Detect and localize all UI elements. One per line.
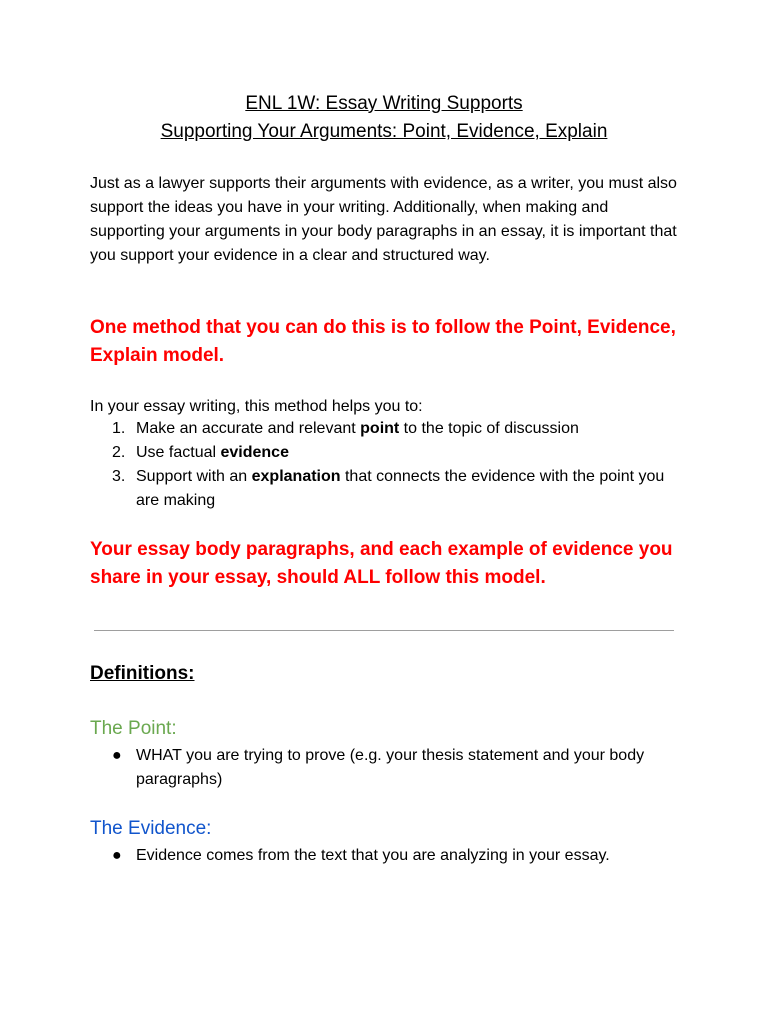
step-text-before: Support with an	[136, 468, 252, 485]
point-heading: The Point:	[90, 718, 177, 739]
bullet-dot-icon: ●	[112, 747, 122, 764]
document-subtitle: Supporting Your Arguments: Point, Evidence, Explain	[160, 121, 608, 142]
callout-model: Your essay body paragraphs, and each example of evidence you share in your essay, should ALL follow this model.	[90, 539, 673, 588]
list-item	[90, 441, 680, 465]
bullet-text: Evidence comes from the text that you are analyzing in your essay.	[136, 847, 610, 864]
list-item	[90, 744, 680, 792]
step-keyword: point	[360, 420, 400, 437]
list-item	[90, 465, 680, 513]
list-item	[90, 844, 680, 868]
step-keyword: evidence	[220, 444, 289, 461]
document-title: ENL 1W: Essay Writing Supports	[245, 93, 523, 114]
method-lead: In your essay writing, this method helps you to:	[90, 398, 423, 415]
point-bullet-list	[90, 744, 680, 792]
bullet-text: WHAT you are trying to prove (e.g. your thesis statement and your body paragraphs)	[136, 747, 645, 788]
callout-method: One method that you can do this is to follow the Point, Evidence, Explain model.	[90, 317, 676, 366]
step-number: 3.	[112, 468, 126, 485]
evidence-heading: The Evidence:	[90, 818, 212, 839]
list-item	[90, 417, 680, 441]
definitions-heading: Definitions:	[90, 663, 195, 684]
step-keyword: explanation	[251, 468, 341, 485]
bullet-dot-icon: ●	[112, 847, 122, 864]
step-text-after: to the topic of discussion	[399, 420, 579, 437]
step-number: 2.	[112, 444, 126, 461]
step-text-before: Use factual	[136, 444, 221, 461]
method-steps-list	[90, 417, 680, 513]
evidence-bullet-list	[90, 844, 680, 868]
intro-paragraph: Just as a lawyer supports their arguments with evidence, as a writer, you must also support the ideas you have in your writing. Additionally, when making and supporting your arguments in your body paragraphs in an essay, it is important that you support your evidence in a clear and structured way.	[90, 175, 677, 264]
step-text-after: that connects the evidence with the point you are making	[136, 468, 665, 509]
step-text-before: Make an accurate and relevant	[136, 420, 361, 437]
step-number: 1.	[112, 420, 126, 437]
horizontal-divider	[94, 630, 674, 631]
